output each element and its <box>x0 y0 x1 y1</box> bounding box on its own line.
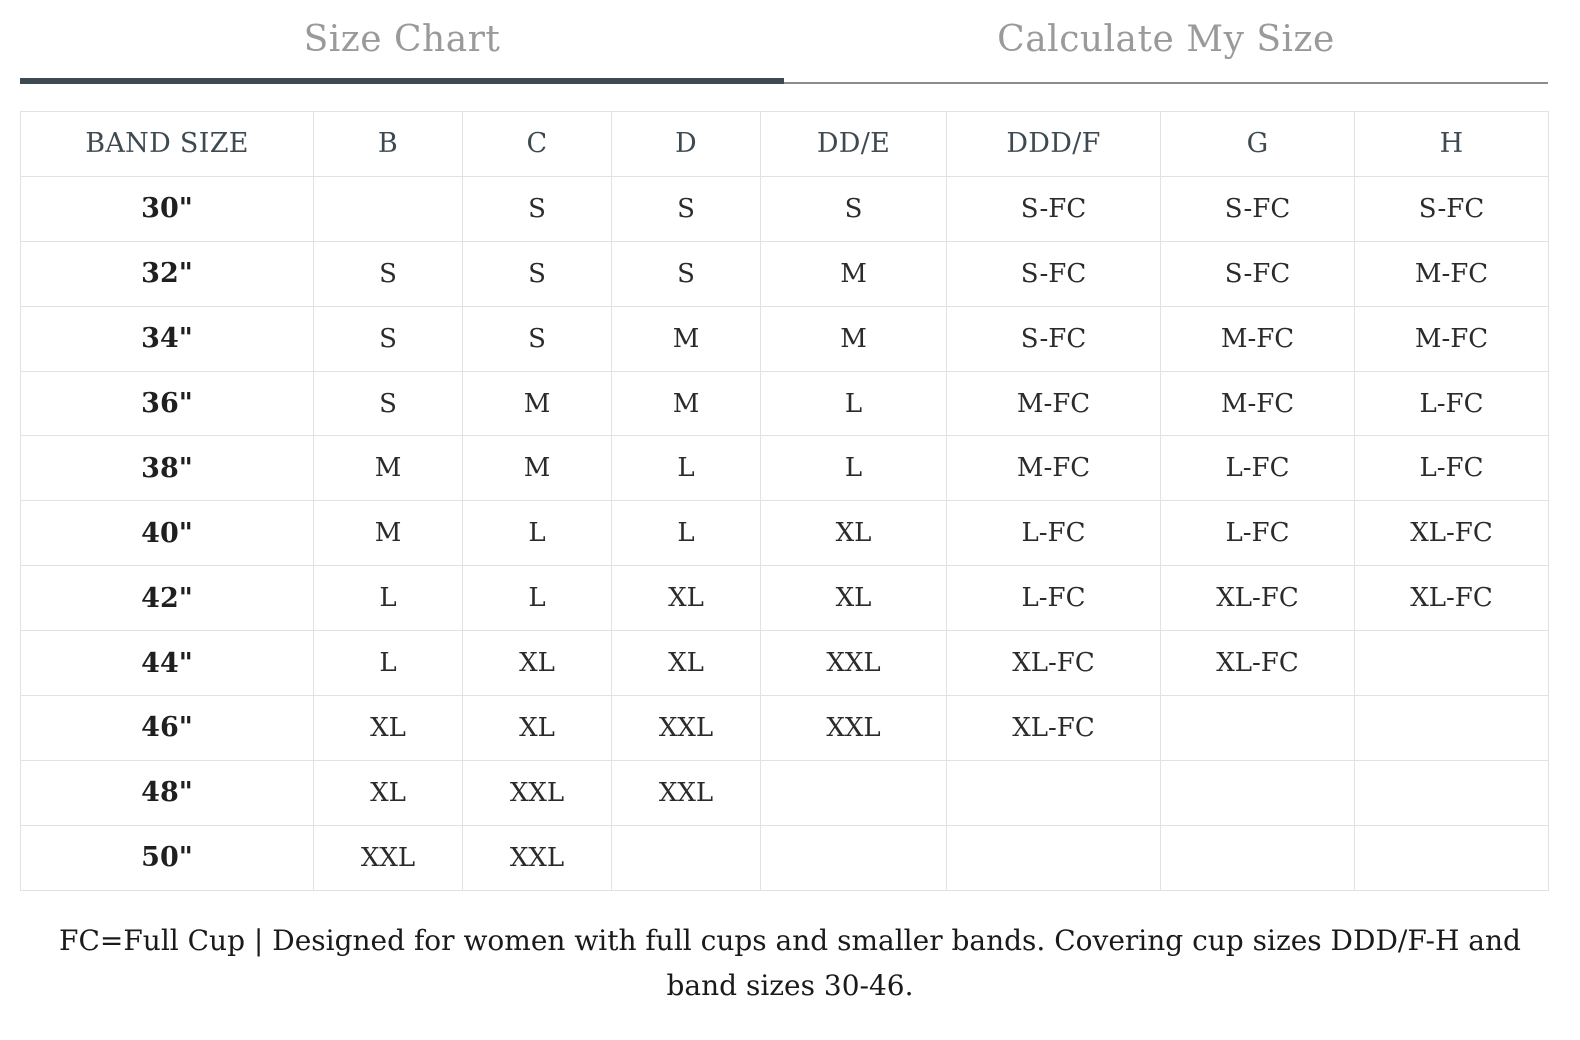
size-cell: S <box>314 371 463 436</box>
size-cell: L-FC <box>1355 436 1549 501</box>
size-cell: XL-FC <box>1161 631 1355 696</box>
table-row <box>21 696 1549 761</box>
size-cell: XL <box>463 631 612 696</box>
size-cell: S <box>612 176 761 241</box>
size-cell: XXL <box>314 825 463 890</box>
tab-size-chart-underline <box>20 78 784 84</box>
band-size-cell: 50" <box>21 825 314 890</box>
size-cell: M <box>314 436 463 501</box>
tab-bar <box>20 0 1548 84</box>
size-cell: M-FC <box>1355 241 1549 306</box>
size-cell: M-FC <box>1161 306 1355 371</box>
band-size-cell: 32" <box>21 241 314 306</box>
header-cup-d: D <box>612 112 761 177</box>
tab-size-chart-label: Size Chart <box>303 18 501 60</box>
size-cell: XL-FC <box>1355 566 1549 631</box>
table-row <box>21 176 1549 241</box>
size-chart-body <box>21 176 1549 890</box>
size-cell: L <box>761 371 947 436</box>
size-cell: XXL <box>463 760 612 825</box>
size-cell: S <box>761 176 947 241</box>
size-cell: M <box>612 371 761 436</box>
size-cell: L-FC <box>947 501 1161 566</box>
size-cell: S <box>463 306 612 371</box>
size-cell: S <box>463 241 612 306</box>
size-cell <box>947 825 1161 890</box>
header-cup-g: G <box>1161 112 1355 177</box>
size-cell: M-FC <box>947 436 1161 501</box>
size-cell <box>1161 696 1355 761</box>
header-cup-ddd-f: DDD/F <box>947 112 1161 177</box>
header-cup-dd-e: DD/E <box>761 112 947 177</box>
size-cell: XL <box>612 631 761 696</box>
size-cell: S-FC <box>947 306 1161 371</box>
header-band-size: BAND SIZE <box>21 112 314 177</box>
size-cell: S <box>314 241 463 306</box>
size-cell: S <box>463 176 612 241</box>
size-cell: M <box>761 241 947 306</box>
table-row <box>21 631 1549 696</box>
size-cell <box>761 760 947 825</box>
size-cell: L-FC <box>1161 501 1355 566</box>
band-size-cell: 30" <box>21 176 314 241</box>
size-cell: L <box>314 566 463 631</box>
size-cell <box>1161 825 1355 890</box>
size-cell: S-FC <box>947 241 1161 306</box>
size-cell: M <box>612 306 761 371</box>
band-size-cell: 36" <box>21 371 314 436</box>
size-cell: S <box>612 241 761 306</box>
size-cell: XL <box>612 566 761 631</box>
size-cell: XL <box>314 760 463 825</box>
table-row <box>21 760 1549 825</box>
table-row <box>21 566 1549 631</box>
header-row <box>21 112 1549 177</box>
size-cell: L <box>314 631 463 696</box>
size-cell: XL-FC <box>947 696 1161 761</box>
header-cup-c: C <box>463 112 612 177</box>
size-chart-footnote: FC=Full Cup | Designed for women with full cups and smaller bands. Covering cup sizes DDD/F-H and band sizes 30-46. <box>59 924 1521 1002</box>
size-cell: M-FC <box>1355 306 1549 371</box>
band-size-cell: 38" <box>21 436 314 501</box>
size-cell: L-FC <box>1161 436 1355 501</box>
size-cell: XL-FC <box>947 631 1161 696</box>
size-cell: XL <box>463 696 612 761</box>
size-cell: XXL <box>463 825 612 890</box>
size-cell: L-FC <box>947 566 1161 631</box>
band-size-cell: 46" <box>21 696 314 761</box>
size-cell: S-FC <box>1161 176 1355 241</box>
table-row <box>21 501 1549 566</box>
size-cell: M-FC <box>1161 371 1355 436</box>
size-cell <box>947 760 1161 825</box>
size-cell: XXL <box>761 696 947 761</box>
table-row <box>21 306 1549 371</box>
size-cell: S <box>314 306 463 371</box>
size-cell: L <box>612 436 761 501</box>
band-size-cell: 40" <box>21 501 314 566</box>
size-cell: S-FC <box>1355 176 1549 241</box>
size-cell <box>314 176 463 241</box>
tab-calculate-my-size-underline <box>784 82 1548 84</box>
size-cell: M <box>314 501 463 566</box>
size-cell: XL <box>761 566 947 631</box>
size-cell <box>1355 760 1549 825</box>
table-row <box>21 436 1549 501</box>
size-cell: XXL <box>761 631 947 696</box>
size-cell <box>612 825 761 890</box>
size-cell: M-FC <box>947 371 1161 436</box>
tab-size-chart[interactable] <box>20 0 784 84</box>
band-size-cell: 48" <box>21 760 314 825</box>
size-chart-header <box>21 112 1549 177</box>
size-cell: M <box>761 306 947 371</box>
header-cup-b: B <box>314 112 463 177</box>
size-cell <box>1355 825 1549 890</box>
band-size-cell: 44" <box>21 631 314 696</box>
size-chart-panel <box>20 111 1548 891</box>
size-cell: L-FC <box>1355 371 1549 436</box>
size-cell: XL <box>761 501 947 566</box>
size-cell: S-FC <box>1161 241 1355 306</box>
size-cell <box>761 825 947 890</box>
size-cell: L <box>612 501 761 566</box>
size-cell: L <box>761 436 947 501</box>
size-cell <box>1161 760 1355 825</box>
tab-calculate-my-size-label: Calculate My Size <box>997 18 1335 60</box>
size-cell: M <box>463 371 612 436</box>
size-cell: XXL <box>612 760 761 825</box>
header-cup-h: H <box>1355 112 1549 177</box>
size-cell: M <box>463 436 612 501</box>
size-cell <box>1355 631 1549 696</box>
size-cell: XL <box>314 696 463 761</box>
table-row <box>21 371 1549 436</box>
band-size-cell: 42" <box>21 566 314 631</box>
size-cell: XL-FC <box>1355 501 1549 566</box>
table-row <box>21 825 1549 890</box>
size-cell: S-FC <box>947 176 1161 241</box>
size-cell: XXL <box>612 696 761 761</box>
size-cell <box>1355 696 1549 761</box>
table-row <box>21 241 1549 306</box>
size-chart-table <box>20 111 1549 891</box>
tab-calculate-my-size[interactable] <box>784 0 1548 84</box>
size-cell: L <box>463 566 612 631</box>
size-cell: L <box>463 501 612 566</box>
size-cell: XL-FC <box>1161 566 1355 631</box>
band-size-cell: 34" <box>21 306 314 371</box>
